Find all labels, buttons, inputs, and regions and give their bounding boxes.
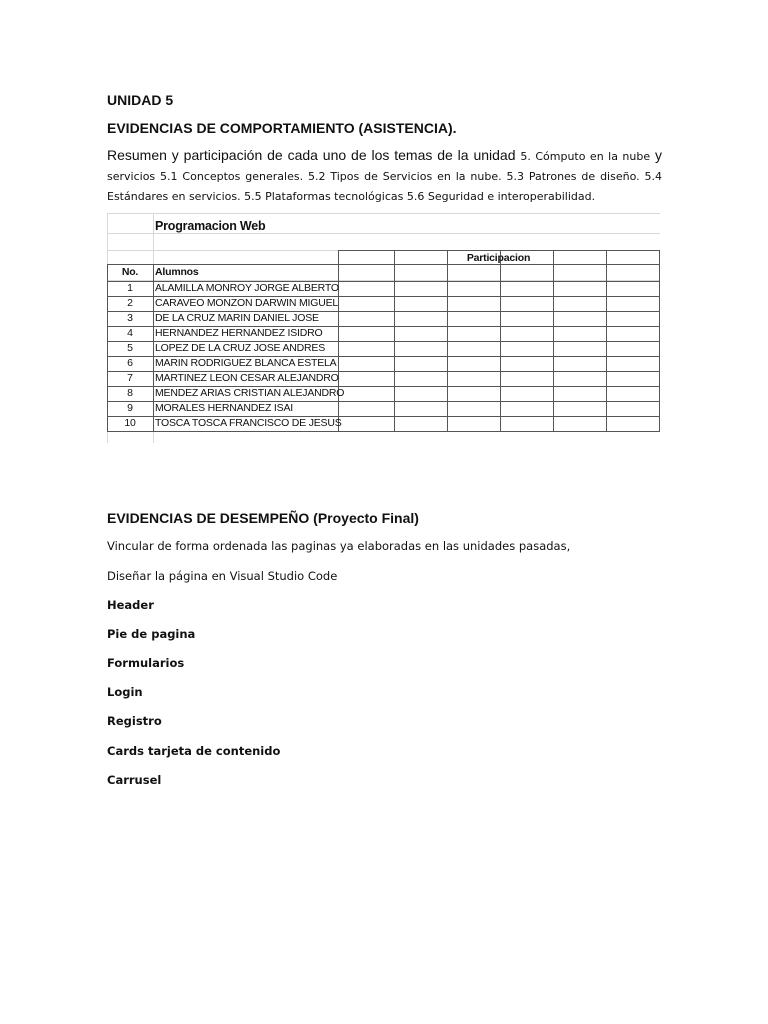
performance-item: Cards tarjeta de contenido	[107, 744, 281, 758]
sheet-title: Programacion Web	[155, 219, 266, 233]
row-number: 3	[127, 312, 133, 324]
row-number: 9	[127, 402, 133, 414]
student-name: MARTINEZ LEON CESAR ALEJANDRO	[155, 372, 339, 384]
student-name: LOPEZ DE LA CRUZ JOSE ANDRES	[155, 342, 326, 354]
performance-heading: EVIDENCIAS DE DESEMPEÑO (Proyecto Final)	[107, 510, 419, 526]
performance-item: Registro	[107, 714, 162, 728]
performance-item: Login	[107, 685, 143, 699]
col-no-header: No.	[121, 266, 139, 278]
intro-paragraph	[107, 146, 662, 206]
student-name: MENDEZ ARIAS CRISTIAN ALEJANDRO	[155, 387, 345, 399]
student-name: CARAVEO MONZON DARWIN MIGUEL	[155, 297, 339, 309]
behavior-heading: EVIDENCIAS DE COMPORTAMIENTO (ASISTENCIA).	[107, 120, 457, 136]
attendance-spreadsheet	[107, 213, 660, 443]
row-number: 10	[124, 417, 136, 429]
row-number: 4	[127, 327, 133, 339]
student-name: TOSCA TOSCA FRANCISCO DE JESUS	[155, 417, 342, 429]
unit-title: UNIDAD 5	[107, 92, 174, 108]
intro-part-1: Resumen y participación de cada uno de los temas de la unidad	[107, 147, 521, 163]
student-name: HERNANDEZ HERNANDEZ ISIDRO	[155, 327, 323, 339]
sheet-gridline-h	[107, 233, 660, 234]
row-number: 7	[127, 372, 133, 384]
intro-part-4: servicios 5.1 Conceptos generales. 5.2 Tipos de Servicios en la nube. 5.3 Patrones de diseño. 5.4 Estándares en servicios. 5.5 Plataformas tecnológicas 5.6 Seguridad e interoperabilidad.	[107, 170, 662, 203]
performance-item: Formularios	[107, 656, 185, 670]
intro-part-2: 5. Cómputo en la nube	[520, 150, 651, 163]
student-name: MARIN RODRIGUEZ BLANCA ESTELA	[155, 357, 337, 369]
student-name: DE LA CRUZ MARIN DANIEL JOSE	[155, 312, 319, 324]
performance-item: Pie de pagina	[107, 627, 196, 641]
student-name: MORALES HERNANDEZ ISAI	[155, 402, 293, 414]
performance-item: Carrusel	[107, 773, 162, 787]
row-number: 5	[127, 342, 133, 354]
row-number: 1	[127, 282, 133, 294]
intro-part-3: y	[650, 147, 662, 163]
row-number: 8	[127, 387, 133, 399]
performance-item: Header	[107, 598, 154, 612]
col-students-header: Alumnos	[155, 266, 199, 278]
row-number: 6	[127, 357, 133, 369]
sheet-gridline-h	[107, 213, 660, 214]
table-border-v	[153, 264, 154, 431]
row-number: 2	[127, 297, 133, 309]
performance-item: Vincular de forma ordenada las paginas ya elaboradas en las unidades pasadas,	[107, 539, 571, 553]
participation-header: Participacion	[466, 252, 531, 264]
student-name: ALAMILLA MONROY JORGE ALBERTO	[155, 282, 339, 294]
table-border-h	[107, 431, 660, 432]
performance-item: Diseñar la página en Visual Studio Code	[107, 569, 338, 583]
table-border-v	[107, 264, 108, 431]
